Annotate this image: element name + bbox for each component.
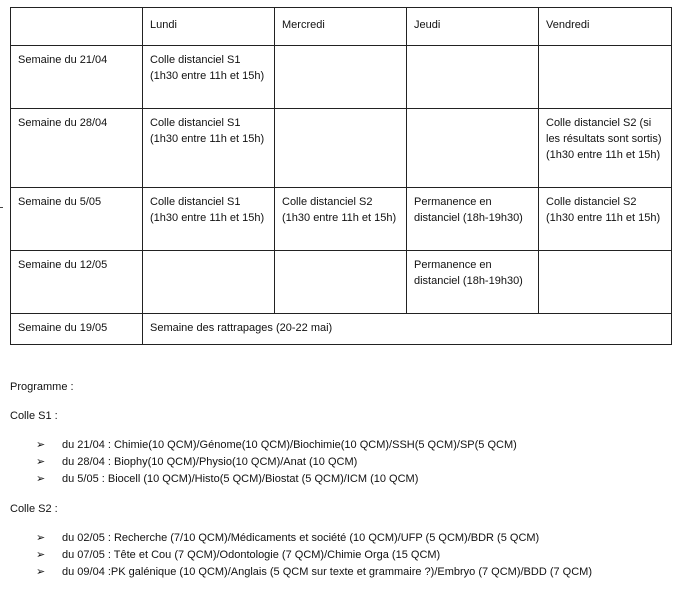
table-row xyxy=(11,109,672,188)
arrow-bullet-icon: ➢ xyxy=(36,473,46,485)
list-item xyxy=(36,530,592,547)
week-label: Semaine du 19/05 xyxy=(11,314,143,345)
table-header-row xyxy=(11,8,672,46)
list-item-text: du 02/05 : Recherche (7/10 QCM)/Médicaments et société (10 QCM)/UFP (5 QCM)/BDR (5 QCM) xyxy=(62,532,540,544)
table-cell: Permanence en distanciel (18h-19h30) xyxy=(407,251,539,314)
colle-s2-list xyxy=(36,530,592,581)
table-cell: Colle distanciel S1 (1h30 entre 11h et 15h) xyxy=(143,188,275,251)
arrow-bullet-icon: ➢ xyxy=(36,566,46,578)
week-label: Semaine du 12/05 xyxy=(11,251,143,314)
table-row xyxy=(11,314,672,345)
table-cell xyxy=(539,46,672,109)
arrow-bullet-icon: ➢ xyxy=(36,456,46,468)
list-item-text: du 28/04 : Biophy(10 QCM)/Physio(10 QCM)/Anat (10 QCM) xyxy=(62,456,358,468)
table-row xyxy=(11,251,672,314)
colle-s1-title: Colle S1 : xyxy=(10,410,58,422)
table-cell: Colle distanciel S1 (1h30 entre 11h et 15h) xyxy=(143,109,275,188)
schedule-table xyxy=(10,7,672,345)
table-cell: Permanence en distanciel (18h-19h30) xyxy=(407,188,539,251)
list-item-text: du 21/04 : Chimie(10 QCM)/Génome(10 QCM)/Biochimie(10 QCM)/SSH(5 QCM)/SP(5 QCM) xyxy=(62,439,517,451)
list-item xyxy=(36,547,592,564)
list-item xyxy=(36,471,517,488)
merged-cell: Semaine des rattrapages (20-22 mai) xyxy=(143,314,672,345)
table-cell xyxy=(539,251,672,314)
header-cell-jeudi: Jeudi xyxy=(407,8,539,46)
list-item-text: du 07/05 : Tête et Cou (7 QCM)/Odontologie (7 QCM)/Chimie Orga (15 QCM) xyxy=(62,549,441,561)
list-item xyxy=(36,454,517,471)
header-cell-vendredi: Vendredi xyxy=(539,8,672,46)
list-item-text: du 09/04 :PK galénique (10 QCM)/Anglais (5 QCM sur texte et grammaire ?)/Embryo (7 QCM)/BDD (7 QCM) xyxy=(62,566,593,578)
week-label: Semaine du 5/05 xyxy=(11,188,143,251)
arrow-bullet-icon: ➢ xyxy=(36,549,46,561)
table-cell: Colle distanciel S2 (1h30 entre 11h et 15h) xyxy=(539,188,672,251)
week-label: Semaine du 21/04 xyxy=(11,46,143,109)
list-item xyxy=(36,437,517,454)
margin-mark xyxy=(0,207,3,208)
colle-s2-title: Colle S2 : xyxy=(10,503,58,515)
programme-title: Programme : xyxy=(10,381,74,393)
table-cell xyxy=(407,109,539,188)
table-cell xyxy=(275,46,407,109)
table-cell: Colle distanciel S2 (si les résultats sont sortis) (1h30 entre 11h et 15h) xyxy=(539,109,672,188)
arrow-bullet-icon: ➢ xyxy=(36,439,46,451)
table-cell xyxy=(143,251,275,314)
table-cell: Colle distanciel S1 (1h30 entre 11h et 15h) xyxy=(143,46,275,109)
table-row xyxy=(11,188,672,251)
colle-s1-list xyxy=(36,437,517,488)
table-row xyxy=(11,46,672,109)
table-cell xyxy=(275,251,407,314)
table-cell: Colle distanciel S2 (1h30 entre 11h et 15h) xyxy=(275,188,407,251)
week-label: Semaine du 28/04 xyxy=(11,109,143,188)
list-item-text: du 5/05 : Biocell (10 QCM)/Histo(5 QCM)/Biostat (5 QCM)/ICM (10 QCM) xyxy=(62,473,419,485)
table-cell xyxy=(407,46,539,109)
arrow-bullet-icon: ➢ xyxy=(36,532,46,544)
table-cell xyxy=(275,109,407,188)
header-cell-mercredi: Mercredi xyxy=(275,8,407,46)
header-cell-empty xyxy=(11,8,143,46)
header-cell-lundi: Lundi xyxy=(143,8,275,46)
list-item xyxy=(36,564,592,581)
